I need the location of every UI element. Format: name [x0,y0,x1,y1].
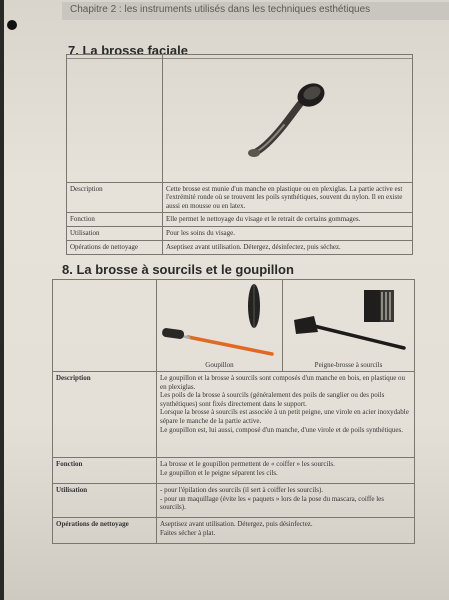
nettoyage-line: Aseptisez avant utilisation. Détergez, puis désinfectez. [160,520,313,528]
table-row [53,518,415,544]
table-row [53,372,415,458]
table-row-images [53,280,415,372]
fonction-line: La brosse et le goupillon permettent de « coiffer » les sourcils. [160,460,335,468]
description-line: Lorsque la brosse à sourcils est associée à un petit peigne, une virole en acier inoxydable sépare le manche de la partie active. [160,408,409,425]
row-label-utilisation: Utilisation [67,226,163,240]
goupillon-image [160,282,280,360]
table-row [67,226,413,240]
row-text-fonction [157,458,415,484]
document-page [4,0,449,600]
caption-goupillon: Goupillon [205,361,234,370]
chapter-header [62,2,449,20]
section-title-brosse-faciale: 7. La brosse faciale [68,43,188,58]
row-label-fonction: Fonction [67,213,163,227]
utilisation-line: - pour l'épilation des sourcils (il sert à coiffer les sourcils). [160,486,324,494]
row-text-utilisation [157,484,415,518]
row-text-utilisation: Pour les soins du visage. [163,226,413,240]
empty-cell [67,55,163,183]
nettoyage-line: Faites sécher à plat. [160,528,216,537]
row-text-nettoyage: Aseptisez avant utilisation. Détergez, désinfectez, puis séchez. [163,240,413,254]
fonction-line: Le goupillon et le peigne séparent les cils. [160,468,278,477]
row-label-utilisation: Utilisation [53,484,157,518]
table-row [67,213,413,227]
row-label-description: Description [67,182,163,213]
peigne-image-cell [283,280,415,372]
row-text-description: Cette brosse est munie d'un manche en plastique ou en plexiglas. La partie active est l'extrémité ronde où se trouvent les poils synthétiques, souvent du nylon. Il en existe aussi en mousse ou en latex. [163,182,413,213]
description-line: Le goupillon est, lui aussi, composé d'un manche, d'une virole et de poils synthétiques. [160,425,404,434]
description-line: Les poils de la brosse à sourcils (généralement des poils de sanglier ou des poils synthétiques) sont fixés directement dans le support. [160,391,385,408]
goupillon-image-cell [157,280,283,372]
facial-brush-image [166,57,410,177]
empty-cell [53,280,157,372]
image-cell [163,55,413,183]
table-brosse-sourcils [52,279,415,544]
row-text-nettoyage [157,518,415,544]
eyebrow-comb-brush-image [286,282,412,360]
description-line: Le goupillon et la brosse à sourcils sont composés d'un manche en bois, en plastique ou en plexiglas. [160,374,406,391]
table-row [53,458,415,484]
row-text-fonction: Elle permet le nettoyage du visage et le retrait de certains gommages. [163,213,413,227]
row-label-description: Description [53,372,157,458]
row-label-nettoyage: Opérations de nettoyage [53,518,157,544]
table-row [67,182,413,213]
table-brosse-faciale [66,54,413,255]
chapter-title: Chapitre 2 : les instruments utilisés dans les techniques esthétiques [70,4,371,15]
caption-peigne-brosse: Peigne-brosse à sourcils [314,361,383,370]
row-label-nettoyage: Opérations de nettoyage [67,240,163,254]
binder-hole [7,20,17,30]
section-title-brosse-sourcils: 8. La brosse à sourcils et le goupillon [62,262,294,277]
utilisation-line: - pour un maquillage (évite les « paquets » lors de la pose du mascara, coiffe les sourcils). [160,494,384,512]
row-text-description [157,372,415,458]
table-row [67,240,413,254]
row-label-fonction: Fonction [53,458,157,484]
table-row [53,484,415,518]
table-row-image [67,55,413,183]
